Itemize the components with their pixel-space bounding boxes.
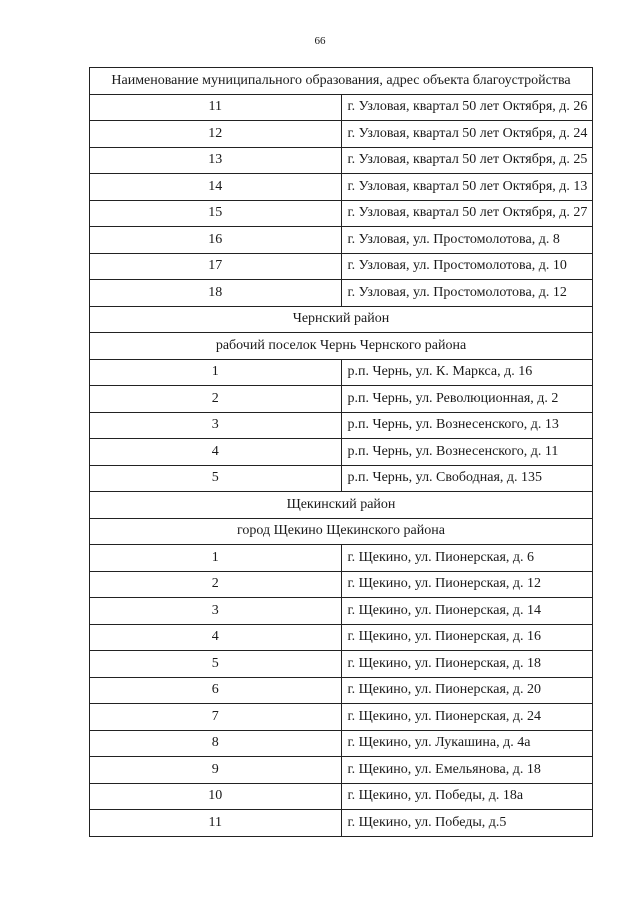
row-number: 18 [90, 280, 342, 307]
table-row [90, 651, 593, 678]
address-cell: г. Щекино, ул. Пионерская, д. 6 [341, 545, 593, 572]
table-header-row [90, 68, 593, 95]
row-number: 5 [90, 651, 342, 678]
address-cell: г. Узловая, квартал 50 лет Октября, д. 26 [341, 94, 593, 121]
row-number: 9 [90, 757, 342, 784]
row-number: 12 [90, 121, 342, 148]
address-cell: г. Щекино, ул. Пионерская, д. 12 [341, 571, 593, 598]
row-number: 11 [90, 810, 342, 837]
table-row [90, 412, 593, 439]
row-number: 11 [90, 94, 342, 121]
address-cell: г. Щекино, ул. Пионерская, д. 16 [341, 624, 593, 651]
address-cell: р.п. Чернь, ул. Революционная, д. 2 [341, 386, 593, 413]
table-row [90, 571, 593, 598]
table-row [90, 545, 593, 572]
section-row [90, 306, 593, 333]
row-number: 7 [90, 704, 342, 731]
row-number: 8 [90, 730, 342, 757]
address-cell: г. Узловая, ул. Простомолотова, д. 10 [341, 253, 593, 280]
section-row [90, 333, 593, 360]
section-heading: рабочий поселок Чернь Чернского района [90, 333, 593, 360]
table-row [90, 810, 593, 837]
table-row [90, 465, 593, 492]
section-row [90, 518, 593, 545]
row-number: 1 [90, 545, 342, 572]
address-cell: г. Щекино, ул. Пионерская, д. 14 [341, 598, 593, 625]
address-cell: р.п. Чернь, ул. Вознесенского, д. 11 [341, 439, 593, 466]
section-row [90, 492, 593, 519]
address-cell: г. Щекино, ул. Лукашина, д. 4а [341, 730, 593, 757]
row-number: 5 [90, 465, 342, 492]
table-row [90, 704, 593, 731]
address-cell: г. Щекино, ул. Емельянова, д. 18 [341, 757, 593, 784]
address-cell: г. Узловая, квартал 50 лет Октября, д. 24 [341, 121, 593, 148]
row-number: 14 [90, 174, 342, 201]
row-number: 2 [90, 571, 342, 598]
row-number: 16 [90, 227, 342, 254]
table-header-cell: Наименование муниципального образования, адрес объекта благоустройства [90, 68, 593, 95]
table-row [90, 359, 593, 386]
address-cell: р.п. Чернь, ул. Свободная, д. 135 [341, 465, 593, 492]
row-number: 17 [90, 253, 342, 280]
section-heading: Чернский район [90, 306, 593, 333]
row-number: 6 [90, 677, 342, 704]
table-row [90, 121, 593, 148]
table-row [90, 94, 593, 121]
address-table [89, 67, 593, 837]
table-row [90, 386, 593, 413]
address-cell: г. Узловая, квартал 50 лет Октября, д. 27 [341, 200, 593, 227]
address-cell: р.п. Чернь, ул. Вознесенского, д. 13 [341, 412, 593, 439]
address-cell: г. Узловая, ул. Простомолотова, д. 8 [341, 227, 593, 254]
table-row [90, 147, 593, 174]
row-number: 2 [90, 386, 342, 413]
table-row [90, 174, 593, 201]
row-number: 4 [90, 624, 342, 651]
table-row [90, 253, 593, 280]
section-heading: город Щекино Щекинского района [90, 518, 593, 545]
table-row [90, 757, 593, 784]
address-cell: г. Узловая, квартал 50 лет Октября, д. 13 [341, 174, 593, 201]
row-number: 4 [90, 439, 342, 466]
address-table-body [90, 68, 593, 837]
page-number: 66 [314, 35, 326, 47]
section-heading: Щекинский район [90, 492, 593, 519]
table-row [90, 280, 593, 307]
row-number: 3 [90, 412, 342, 439]
table-row [90, 227, 593, 254]
table-row [90, 200, 593, 227]
table-row [90, 783, 593, 810]
address-cell: г. Щекино, ул. Победы, д. 18а [341, 783, 593, 810]
row-number: 3 [90, 598, 342, 625]
row-number: 10 [90, 783, 342, 810]
address-cell: г. Щекино, ул. Победы, д.5 [341, 810, 593, 837]
table-row [90, 624, 593, 651]
address-cell: р.п. Чернь, ул. К. Маркса, д. 16 [341, 359, 593, 386]
row-number: 1 [90, 359, 342, 386]
table-row [90, 730, 593, 757]
address-cell: г. Щекино, ул. Пионерская, д. 20 [341, 677, 593, 704]
address-cell: г. Щекино, ул. Пионерская, д. 18 [341, 651, 593, 678]
address-cell: г. Щекино, ул. Пионерская, д. 24 [341, 704, 593, 731]
address-cell: г. Узловая, ул. Простомолотова, д. 12 [341, 280, 593, 307]
row-number: 13 [90, 147, 342, 174]
address-cell: г. Узловая, квартал 50 лет Октября, д. 25 [341, 147, 593, 174]
table-row [90, 598, 593, 625]
table-row [90, 439, 593, 466]
table-row [90, 677, 593, 704]
row-number: 15 [90, 200, 342, 227]
